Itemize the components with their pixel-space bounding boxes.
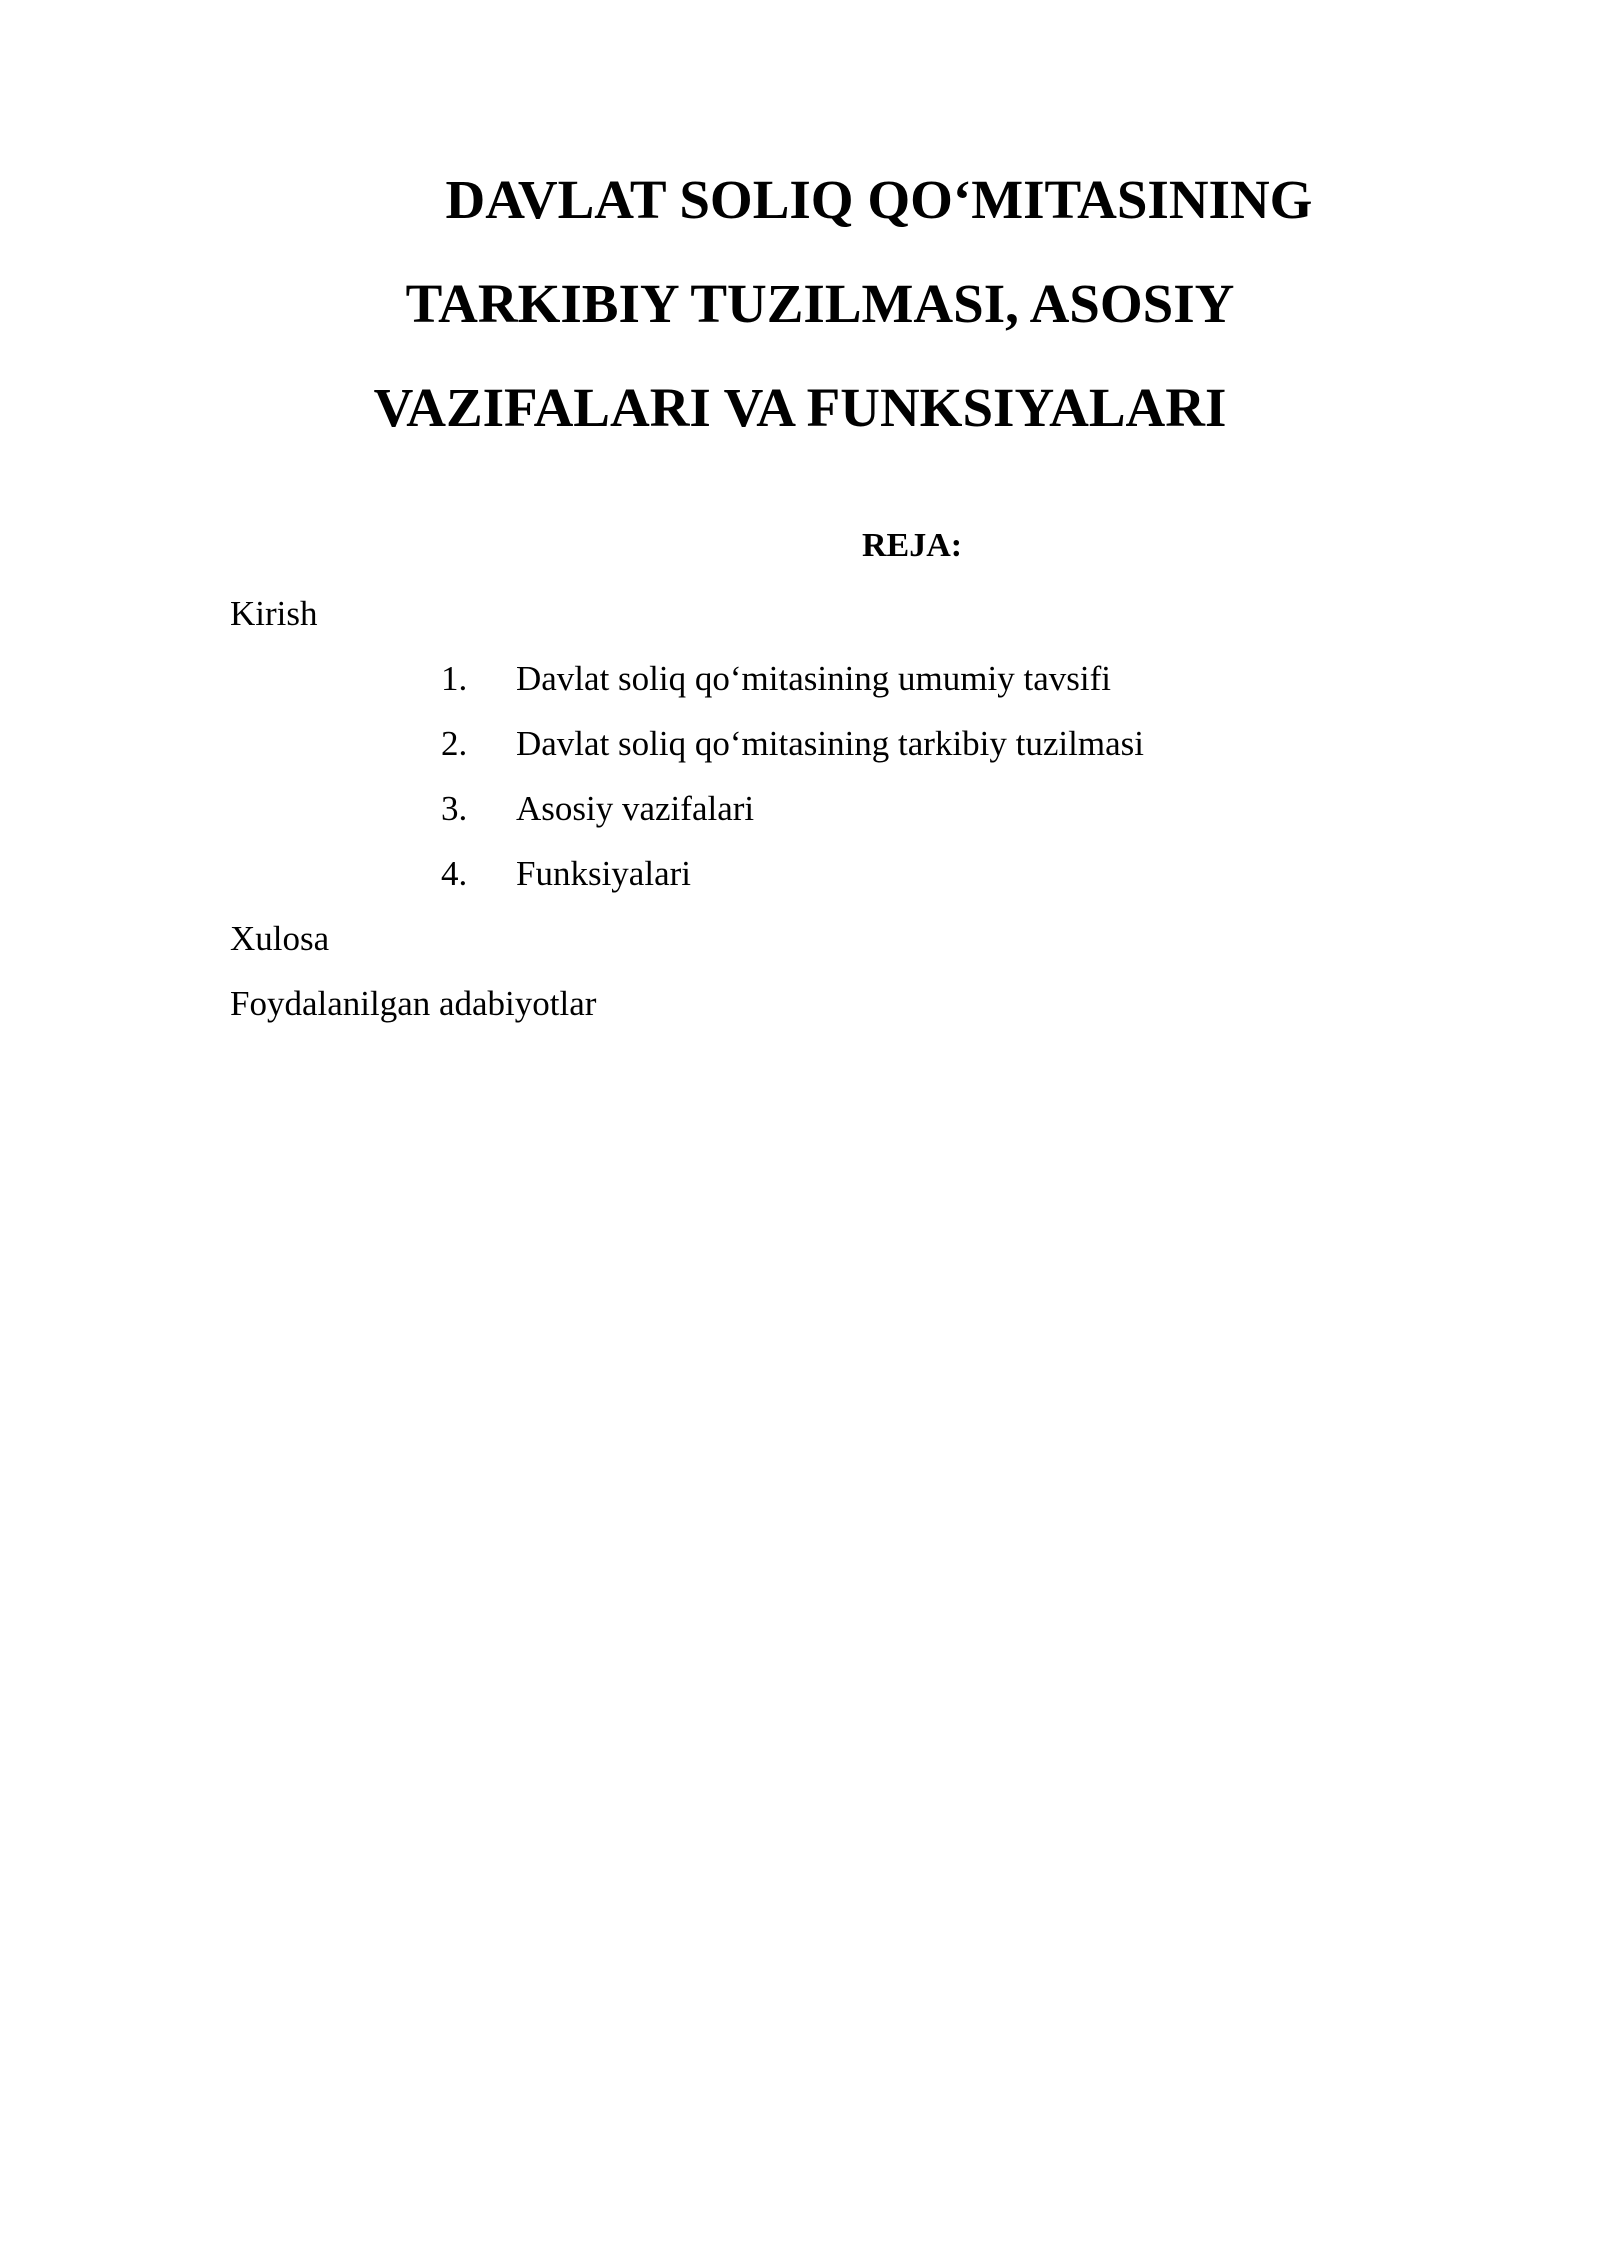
plan-item-number: 1.: [441, 659, 468, 698]
title-line-3: VAZIFALARI VA FUNKSIYALARI: [373, 377, 1227, 438]
title-line-1: DAVLAT SOLIQ QO‘MITASINING: [445, 169, 1313, 230]
title-line-2: TARKIBIY TUZILMASI, ASOSIY: [405, 273, 1235, 334]
plan-item-text: Asosiy vazifalari: [516, 789, 755, 828]
plan-item-number: 3.: [441, 789, 468, 828]
references-entry: Foydalanilgan adabiyotlar: [230, 984, 597, 1023]
intro-entry: Kirish: [230, 594, 318, 633]
plan-item-text: Funksiyalari: [516, 854, 691, 893]
plan-item-number: 2.: [441, 724, 468, 763]
plan-item-number: 4.: [441, 854, 468, 893]
plan-heading: REJA:: [862, 527, 963, 564]
plan-item-text: Davlat soliq qo‘mitasining umumiy tavsifi: [516, 659, 1111, 698]
document-title: [0, 148, 1600, 460]
conclusion-entry: Xulosa: [230, 919, 330, 958]
plan-item-text: Davlat soliq qo‘mitasining tarkibiy tuzilmasi: [516, 724, 1144, 763]
